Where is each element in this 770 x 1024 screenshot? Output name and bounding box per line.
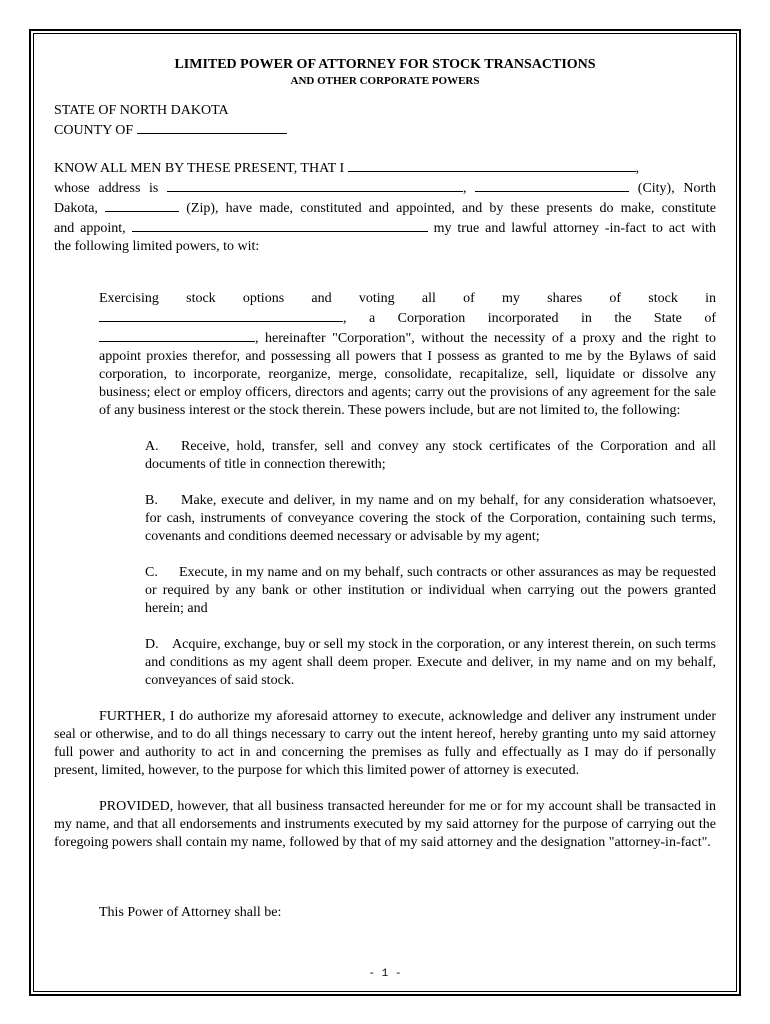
intro-line-1: KNOW ALL MEN BY THESE PRESENT, THAT I , bbox=[54, 158, 716, 178]
document-body bbox=[54, 56, 716, 922]
attorney-name-blank-field[interactable] bbox=[132, 218, 428, 232]
intro-paragraph bbox=[54, 158, 716, 256]
exercising-rest: appoint proxies therefor, and possessing all powers that I possess as granted to me by the Bylaws of said corporation, to incorporate, reorganize, merge, consolidate, recapitalize, sell, liquidate or dissolve any business; elect or employ officers, directors and agents; carry out the provisions of any agreement for the sale of any business interest or the stock therein. These powers include, but are not limited to, the following: bbox=[99, 349, 716, 418]
intro-line-3: Dakota, (Zip), have made, constituted and appointed, and by these presents do make, constitute bbox=[54, 198, 716, 218]
item-text: Receive, hold, transfer, sell and convey any stock certificates of the Corporation and all documents of title in connection therewith; bbox=[145, 439, 716, 472]
power-item-c bbox=[145, 564, 716, 618]
intro-line-4: and appoint, my true and lawful attorney -in-fact to act with bbox=[54, 218, 716, 238]
power-item-b bbox=[145, 492, 716, 546]
intro-line-2: whose address is , (City), North bbox=[54, 178, 716, 198]
power-item-a bbox=[145, 438, 716, 474]
address-blank-field[interactable] bbox=[167, 178, 463, 192]
state-of-incorporation-blank-field[interactable] bbox=[99, 328, 255, 342]
document-subtitle: AND OTHER CORPORATE POWERS bbox=[290, 75, 480, 87]
exercising-line-3: , hereinafter "Corporation", without the necessity of a proxy and the right to bbox=[99, 328, 716, 348]
exercising-line-1: Exercising stock options and voting all of my shares of stock in bbox=[99, 291, 716, 306]
item-label: A. bbox=[145, 439, 159, 454]
city-blank-field[interactable] bbox=[475, 178, 629, 192]
item-text: Make, execute and deliver, in my name and on my behalf, for any consideration whatsoever, for cash, instruments of conveyance covering the stock of the Corporation, containing such terms, covenants and conditions deemed necessary or advisable by my agent; bbox=[145, 493, 716, 544]
item-text: Execute, in my name and on my behalf, such contracts or other assurances as may be requested or required by any bank or other institution or individual when carrying out the powers granted herein; and bbox=[145, 565, 716, 616]
zip-blank-field[interactable] bbox=[105, 198, 179, 212]
intro-line-5: the following limited powers, to wit: bbox=[54, 239, 260, 254]
exercising-paragraph bbox=[99, 290, 716, 420]
corporation-name-blank-field[interactable] bbox=[99, 308, 343, 322]
power-item-d bbox=[145, 636, 716, 690]
provided-paragraph: PROVIDED, however, that all business transacted hereunder for me or for my account shall be transacted in my name, and that all endorsements and instruments executed by my said attorney for the purpose of carrying out the foregoing powers shall contain my name, followed by that of my said attorney and the designation "attorney-in-fact". bbox=[54, 799, 716, 850]
grantor-name-blank-field[interactable] bbox=[348, 158, 636, 172]
document-title: LIMITED POWER OF ATTORNEY FOR STOCK TRANSACTIONS bbox=[174, 57, 596, 72]
item-label: B. bbox=[145, 493, 158, 508]
further-paragraph: FURTHER, I do authorize my aforesaid attorney to execute, acknowledge and deliver any instrument under seal or otherwise, and to do all things necessary to carry out the intent hereof, hereby granting unto my said attorney full power and authority to act in and concerning the premises as fully and effectually as I may do if personally present, limited, however, to the purpose for which this limited power of attorney is executed. bbox=[54, 709, 716, 778]
item-text: Acquire, exchange, buy or sell my stock in the corporation, or any interest therein, on such terms and conditions as my agent shall deem proper. Execute and deliver, in my name and on my behalf, conveyances of said stock. bbox=[145, 637, 716, 688]
county-blank-field[interactable] bbox=[137, 120, 287, 134]
item-label: C. bbox=[145, 565, 158, 580]
page-number: - 1 - bbox=[368, 968, 402, 980]
item-label: D. bbox=[145, 637, 159, 652]
exercising-line-2: , a Corporation incorporated in the State of bbox=[99, 308, 716, 328]
state-line: STATE OF NORTH DAKOTA bbox=[54, 103, 229, 118]
closing-line: This Power of Attorney shall be: bbox=[99, 905, 282, 920]
county-label: COUNTY OF bbox=[54, 123, 134, 138]
county-line bbox=[54, 120, 716, 140]
